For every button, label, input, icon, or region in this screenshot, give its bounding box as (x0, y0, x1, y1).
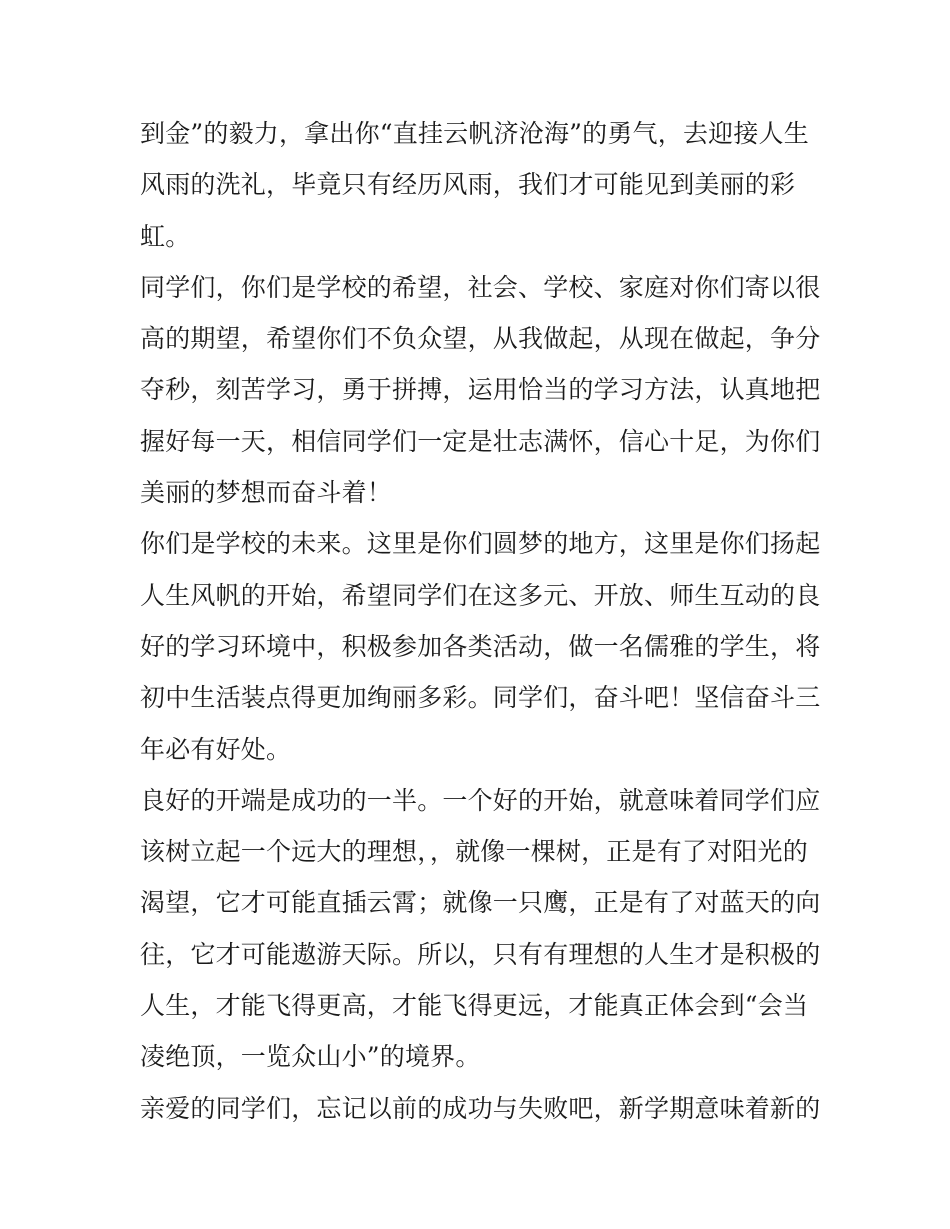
text-line: 初中生活装点得更加绚丽多彩。同学们，奋斗吧！坚信奋斗三 (140, 683, 821, 713)
text-line: 高的期望，希望你们不负众望，从我做起，从现在做起，争分 (140, 324, 821, 354)
text-line: 同学们，你们是学校的希望，社会、学校、家庭对你们寄以很 (140, 272, 821, 302)
body-text (140, 108, 820, 1134)
text-line: 夺秒，刻苦学习，勇于拼搏，运用恰当的学习方法，认真地把 (140, 375, 821, 405)
text-line: 握好每一天，相信同学们一定是壮志满怀，信心十足，为你们 (140, 426, 821, 456)
text-line: 良好的开端是成功的一半。一个好的开始，就意味着同学们应 (140, 785, 821, 815)
text-line: 风雨的洗礼，毕竟只有经历风雨，我们才可能见到美丽的彩 (140, 170, 796, 200)
text-line: 到金”的毅力，拿出你“直挂云帆济沧海”的勇气，去迎接人生 (140, 119, 809, 148)
text-line: 亲爱的同学们，忘记以前的成功与失败吧，新学期意味着新的 (140, 1093, 821, 1123)
text-line: 人生，才能飞得更高，才能飞得更远，才能真正体会到“会当 (140, 991, 809, 1021)
text-line: 往，它才可能遨游天际。所以，只有有理想的人生才是积极的 (140, 939, 821, 969)
text-line: 人生风帆的开始，希望同学们在这多元、开放、师生互动的良 (140, 580, 821, 610)
text-line: 年必有好处。 (140, 734, 292, 764)
text-line: 你们是学校的未来。这里是你们圆梦的地方，这里是你们扬起 (140, 529, 821, 559)
text-line: 渴望，它才可能直插云霄；就像一只鹰，正是有了对蓝天的向 (140, 888, 821, 918)
text-line: 好的学习环境中，积极参加各类活动，做一名儒雅的学生，将 (140, 631, 821, 661)
text-line: 该树立起一个远大的理想，，就像一棵树，正是有了对阳光的 (140, 837, 808, 867)
text-line: 美丽的梦想而奋斗着！ (140, 478, 393, 508)
text-line: 虹。 (140, 221, 191, 251)
text-line: 凌绝顶，一览众山小”的境界。 (140, 1042, 481, 1072)
